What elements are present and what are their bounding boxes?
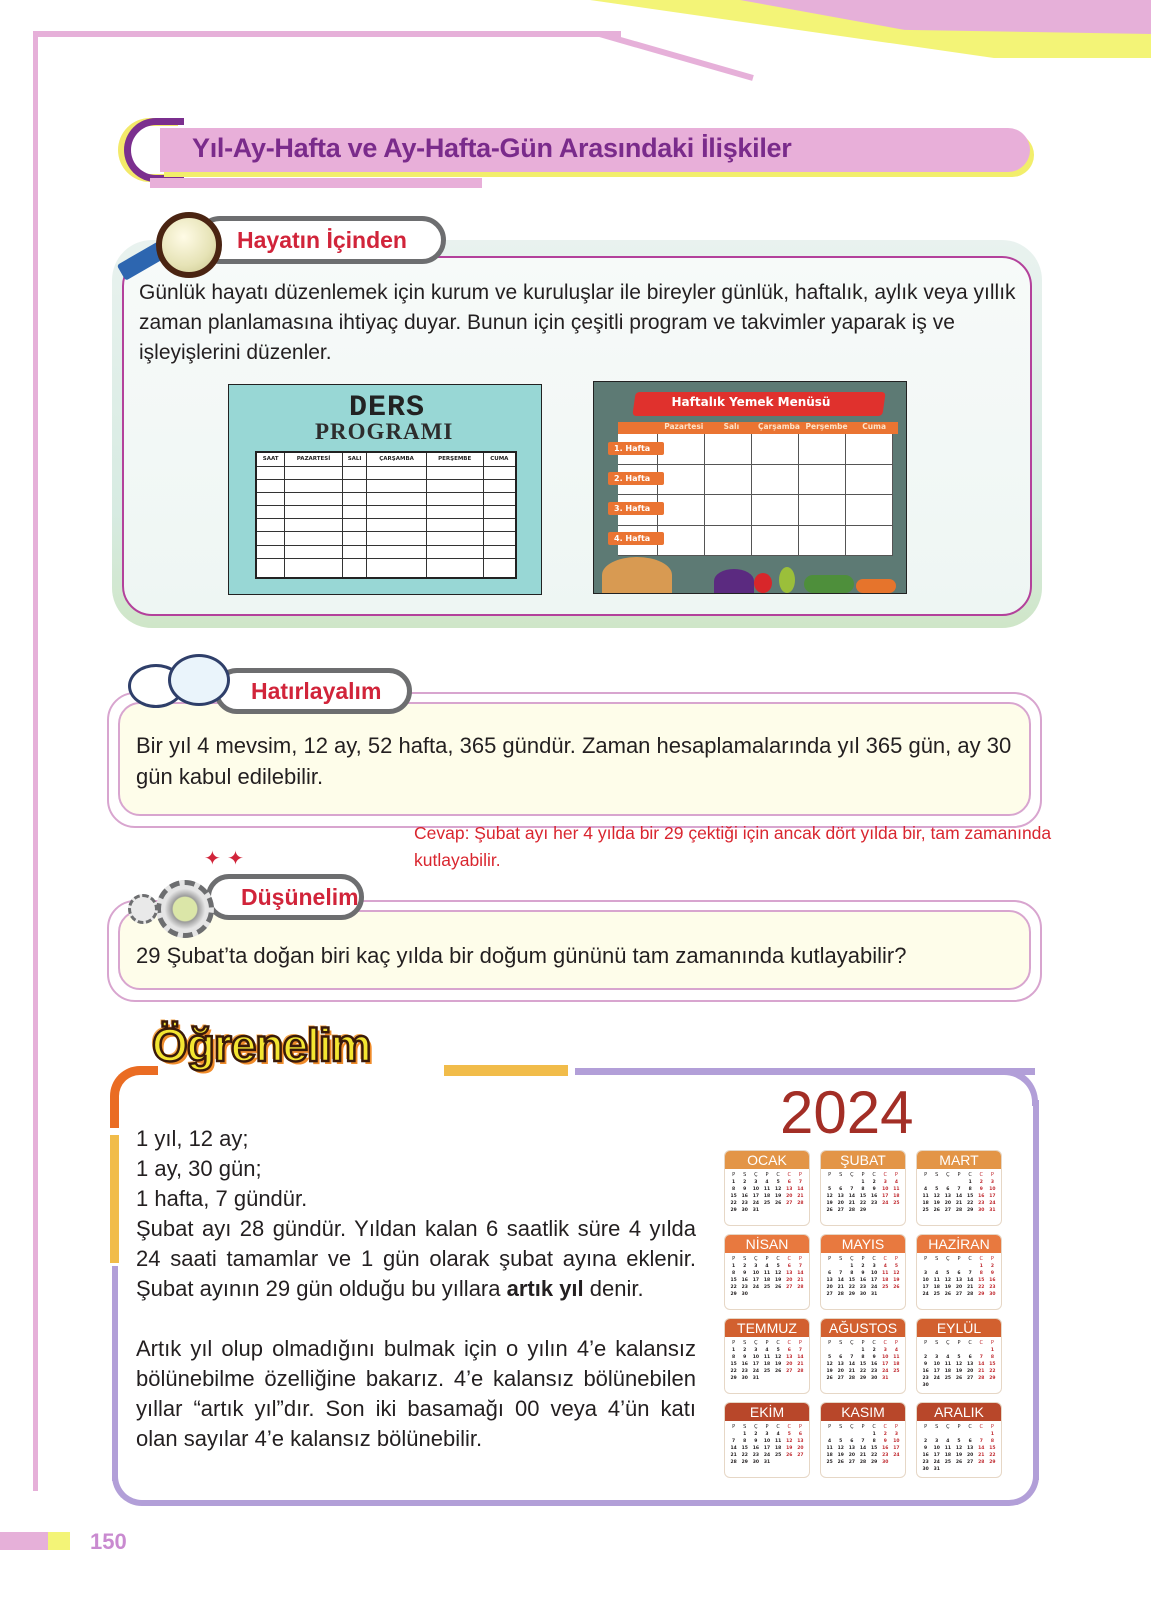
page-frame-left [33, 31, 38, 1491]
weekday-header: P S Ç P C C P [924, 1340, 994, 1346]
ogrenelim-line-yellow [444, 1065, 568, 1076]
ders-title-2: PROGRAMI [315, 419, 454, 444]
calendar-month [724, 1234, 810, 1310]
calendar-month [916, 1150, 1002, 1226]
month-days: 1 2 3 4 5 6 7 8 9 10 11 12 13 14 15 16 17 18 19 20 21 22 23 24 25 26 27 28 29 30 31 [922, 1180, 996, 1213]
month-name: MART [917, 1151, 1001, 1169]
ders-programi-image [228, 384, 542, 595]
month-name: OCAK [725, 1151, 809, 1169]
month-name: ŞUBAT [821, 1151, 905, 1169]
menu-col: Cuma [862, 422, 887, 431]
month-days: 1 2 3 4 5 6 7 8 9 10 11 12 13 14 15 16 17 18 19 20 21 22 23 24 25 26 27 28 29 30 [922, 1264, 996, 1297]
calendar-month [916, 1402, 1002, 1478]
month-days: 1 2 3 4 5 6 7 8 9 10 11 12 13 14 15 16 17 18 19 20 21 22 23 24 25 26 27 28 29 30 31 [826, 1264, 900, 1297]
ogrenelim-right-border [1033, 1100, 1039, 1480]
month-name: KASIM [821, 1403, 905, 1421]
ders-col: PAZARTESİ [285, 452, 342, 466]
weekday-header: P S Ç P C C P [732, 1424, 802, 1430]
calendar-year: 2024 [780, 1079, 914, 1146]
ders-programi-table [255, 451, 517, 579]
ders-col: SAAT [256, 452, 285, 466]
calendar-month [724, 1318, 810, 1394]
footer-bar-yellow [48, 1532, 70, 1550]
section-title: Yıl-Ay-Hafta ve Ay-Hafta-Gün Arasındaki İlişkiler [192, 133, 792, 163]
month-name: TEMMUZ [725, 1319, 809, 1337]
ogrenelim-corner-bottom-right [1000, 1470, 1039, 1506]
tomato-illustration [754, 573, 772, 593]
footer-bar-pink [0, 1532, 48, 1550]
title-underline [150, 178, 482, 188]
weekday-header: P S Ç P C C P [732, 1256, 802, 1262]
cucumber-illustration [804, 575, 854, 593]
ogrenelim-bar-yellow [110, 1135, 119, 1263]
month-days: 1 2 3 4 5 6 7 8 9 10 11 12 13 14 15 16 17 18 19 20 21 22 23 24 25 26 27 28 29 30 [922, 1348, 996, 1388]
sparkle-icon: ✦ ✦ [204, 846, 244, 870]
weekday-header: P S Ç P C C P [828, 1424, 898, 1430]
weekday-header: P S Ç P C C P [732, 1172, 802, 1178]
month-name: NİSAN [725, 1235, 809, 1253]
paragraph-text: denir. [583, 1276, 644, 1301]
paragraph-text: Şubat ayı 28 gündür. Yıldan kalan 6 saatlik süre 4 yılda 24 saati tamamlar ve 1 gün olarak şubat ayına eklenir. Şubat ayının 29 gün olduğu bu yıllara [136, 1216, 696, 1301]
pear-illustration [779, 567, 795, 593]
calendar-month [820, 1318, 906, 1394]
menu-col: Perşembe [805, 422, 848, 431]
carrot-illustration [856, 579, 896, 593]
weekday-header: P S Ç P C C P [924, 1172, 994, 1178]
yemek-menusu-image [593, 381, 907, 594]
ders-col: SALI [342, 452, 367, 466]
ogrenelim-line: 1 ay, 30 gün; [136, 1156, 262, 1181]
hayatin-icinden-text: Günlük hayatı düzenlemek için kurum ve kuruluşlar ile bireyler günlük, haftalık, aylık veya yıllık zaman planlamasına ihtiyaç duyar. Bunun için çeşitli program ve takvimler yaparak iş ve işleyişlerini düzenler. [139, 281, 1016, 364]
menu-col: Pazartesi [664, 422, 704, 431]
ogrenelim-line: 1 yıl, 12 ay; [136, 1126, 249, 1151]
month-name: EYLÜL [917, 1319, 1001, 1337]
eggplant-illustration [714, 569, 754, 593]
month-name: EKİM [725, 1403, 809, 1421]
hatirlayalim-text: Bir yıl 4 mevsim, 12 ay, 52 hafta, 365 gündür. Zaman hesaplamalarında yıl 365 gün, ay 30 gün kabul edilebilir. [136, 733, 1012, 789]
calendar-month [820, 1402, 906, 1478]
month-name: ARALIK [917, 1403, 1001, 1421]
hayatin-icinden-label: Hayatın İçinden [237, 226, 407, 253]
ogrenelim-title: Öğrenelim [152, 1019, 371, 1071]
bread-illustration [602, 557, 672, 593]
month-days: 1 2 3 4 5 6 7 8 9 10 11 12 13 14 15 16 17 18 19 20 21 22 23 24 25 26 27 28 29 30 31 [826, 1348, 900, 1381]
calendar-month [916, 1234, 1002, 1310]
month-name: AĞUSTOS [821, 1319, 905, 1337]
ogrenelim-bar-purple [112, 1266, 118, 1481]
calendar-month [916, 1318, 1002, 1394]
weekday-header: P S Ç P C C P [924, 1424, 994, 1430]
ogrenelim-paragraph-2: Artık yıl olup olmadığını bulmak için o yılın 4’e kalansız bölünebilme özelliğine bakarız. 4’e kalansız bölünebilen yıllar “artık yıl”dır. Son iki basamağı 00 veya 4’ün katı olan sayılar 4’e kalansız bölünebilir. [136, 1336, 696, 1451]
month-name: HAZİRAN [917, 1235, 1001, 1253]
month-days: 1 2 3 4 5 6 7 8 9 10 11 12 13 14 15 16 17 18 19 20 21 22 23 24 25 26 27 28 29 30 31 [730, 1348, 804, 1381]
cloud-icon [168, 654, 230, 706]
calendar-month [820, 1234, 906, 1310]
hatirlayalim-tab [214, 668, 412, 714]
month-days: 1 2 3 4 5 6 7 8 9 10 11 12 13 14 15 16 17 18 19 20 21 22 23 24 25 26 27 28 29 30 [826, 1432, 900, 1465]
answer-text: Cevap: Şubat ayı her 4 yılda bir 29 çektiği için ancak dört yılda bir, tam zamanında kutlayabilir. [414, 823, 1052, 870]
ogrenelim-line: 1 hafta, 7 gündür. [136, 1186, 308, 1211]
ogrenelim-text [136, 1124, 696, 1454]
artik-yil-term: artık yıl [506, 1276, 584, 1301]
weekday-header: P S Ç P C C P [732, 1340, 802, 1346]
menu-col: Çarşamba [757, 422, 800, 431]
dusunelim-question: 29 Şubat’ta doğan biri kaç yılda bir doğum gününü tam zamanında kutlayabilir? [136, 943, 907, 968]
menu-title: Haftalık Yemek Menüsü [671, 395, 831, 409]
page-frame-top [33, 31, 621, 37]
ders-col: PERŞEMBE [426, 452, 483, 466]
calendar-months [724, 1150, 1002, 1478]
dusunelim-tab [206, 874, 364, 920]
dusunelim-label: Düşünelim [241, 883, 359, 910]
hayatin-icinden-tab [196, 216, 446, 264]
menu-row-label: 4. Hafta [608, 532, 664, 545]
calendar-month [820, 1150, 906, 1226]
ders-col: CUMA [483, 452, 516, 466]
menu-row-label: 2. Hafta [608, 472, 664, 485]
ogrenelim-corner-orange [110, 1066, 158, 1128]
month-days: 1 2 3 4 5 6 7 8 9 10 11 12 13 14 15 16 17 18 19 20 21 22 23 24 25 26 27 28 29 30 31 [922, 1432, 996, 1472]
menu-row-label: 3. Hafta [608, 502, 664, 515]
month-days: 1 2 3 4 5 6 7 8 9 10 11 12 13 14 15 16 17 18 19 20 21 22 23 24 25 26 27 28 29 [826, 1180, 900, 1213]
weekday-header: P S Ç P C C P [924, 1256, 994, 1262]
ders-col: ÇARŞAMBA [367, 452, 426, 466]
ogrenelim-bottom-border [146, 1500, 1006, 1506]
month-days: 1 2 3 4 5 6 7 8 9 10 11 12 13 14 15 16 17 18 19 20 21 22 23 24 25 26 27 28 29 30 31 [730, 1180, 804, 1213]
calendar-month [724, 1150, 810, 1226]
page-frame-slant [598, 31, 753, 81]
ders-title-1: DERS [349, 391, 426, 425]
month-days: 1 2 3 4 5 6 7 8 9 10 11 12 13 14 15 16 17 18 19 20 21 22 23 24 25 26 27 28 29 30 31 [730, 1432, 804, 1465]
month-days: 1 2 3 4 5 6 7 8 9 10 11 12 13 14 15 16 17 18 19 20 21 22 23 24 25 26 27 28 29 30 [730, 1264, 804, 1297]
gear-icon [128, 894, 158, 924]
weekday-header: P S Ç P C C P [828, 1256, 898, 1262]
page-number: 150 [90, 1529, 127, 1554]
weekday-header: P S Ç P C C P [828, 1172, 898, 1178]
menu-column-headers [618, 422, 898, 434]
month-name: MAYIS [821, 1235, 905, 1253]
gear-icon [156, 880, 214, 938]
hatirlayalim-label: Hatırlayalım [251, 677, 382, 704]
calendar-month [724, 1402, 810, 1478]
menu-col: Salı [723, 422, 740, 431]
ogrenelim-line-purple [575, 1068, 1035, 1075]
magnifier-icon [156, 212, 222, 278]
menu-row-label: 1. Hafta [608, 442, 664, 455]
weekday-header: P S Ç P C C P [828, 1340, 898, 1346]
ogrenelim-paragraph-1 [136, 1214, 696, 1304]
